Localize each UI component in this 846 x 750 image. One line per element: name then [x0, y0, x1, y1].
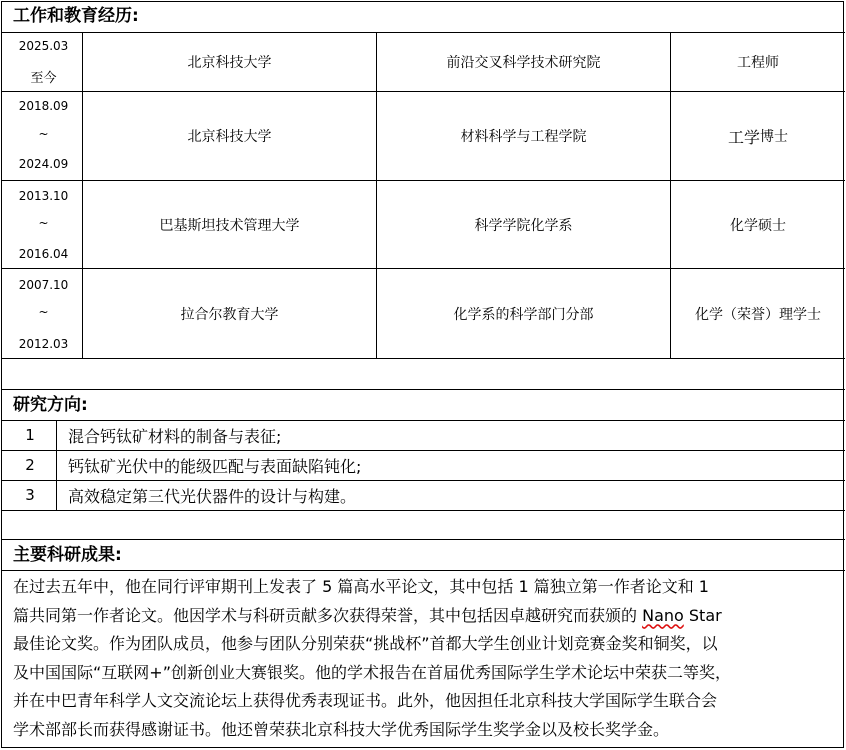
date-end: 至今	[30, 71, 57, 86]
department-cell: 化学系的科学部门分部	[453, 306, 594, 323]
divider	[2, 389, 845, 390]
nano-word: Nano	[642, 605, 684, 625]
department-cell: 科学学院化学系	[474, 217, 573, 234]
table-row-date	[3, 32, 84, 91]
column-divider	[56, 420, 57, 510]
divider	[2, 539, 845, 540]
star-word: Star	[683, 605, 722, 625]
role-cell	[671, 269, 845, 358]
row-divider	[2, 510, 845, 511]
date-separator: ~	[38, 305, 49, 319]
institution-cell: 巴基斯坦技术管理大学	[159, 217, 300, 234]
divider	[2, 570, 845, 571]
paragraph-line: 最佳论文奖。作为团队成员，他参与团队分别荣获“挑战杯”首都大学生创业计划竞赛金奖和铜奖，以	[13, 634, 718, 654]
date-end: 2012.03	[18, 337, 69, 351]
role-main: 工学	[727, 127, 760, 147]
row-divider	[2, 480, 845, 481]
date-start: 2018.09	[18, 99, 69, 113]
role-main: 化学（荣誉）理学士	[695, 306, 821, 323]
role-suffix: 博士	[760, 129, 788, 145]
paragraph-line: 在过去五年中，他在同行评审期刊上发表了 5 篇高水平论文，其中包括 1 篇独立第一作者论文和 1	[13, 577, 709, 596]
date-start: 2025.03	[18, 39, 69, 53]
paragraph-line-text: 篇共同第一作者论文。他因学术与科研贡献多次获得荣誉，其中包括因卓越研究而获颁的	[13, 605, 643, 625]
work-education-heading: 工作和教育经历:	[13, 6, 139, 26]
paragraph-line: 学术部部长而获得感谢证书。他还曾荣获北京科技大学优秀国际学生奖学金以及校长奖学金。	[13, 719, 670, 739]
list-item: 混合钙钛矿材料的制备与表征;	[68, 427, 282, 446]
table-row-date	[3, 269, 84, 358]
row-divider	[2, 358, 845, 359]
date-separator: ~	[38, 127, 49, 141]
institution-cell: 北京科技大学	[187, 129, 272, 145]
list-item-number: 3	[25, 486, 35, 504]
paragraph-line: 并在中巴青年科学人文交流论坛上获得优秀表现证书。此外，他因担任北京科技大学国际学生联合会	[13, 691, 718, 711]
department-cell: 材料科学与工程学院	[460, 129, 587, 145]
date-start: 2007.10	[18, 278, 69, 292]
institution-cell: 北京科技大学	[187, 54, 272, 71]
role-main: 化学硕士	[730, 217, 786, 234]
date-start: 2013.10	[18, 189, 69, 203]
list-item-number: 1	[25, 426, 35, 444]
role-cell	[671, 92, 845, 180]
role-cell	[671, 181, 845, 268]
divider	[2, 420, 845, 421]
research-heading: 研究方向:	[13, 395, 88, 415]
role-cell	[671, 32, 845, 91]
list-item: 高效稳定第三代光伏器件的设计与构建。	[68, 487, 357, 506]
row-divider	[2, 450, 845, 451]
role-main: 工程师	[737, 54, 779, 71]
resume-section-frame	[1, 1, 844, 748]
table-row-date	[3, 92, 84, 180]
date-end: 2024.09	[18, 157, 69, 171]
paragraph-line	[13, 602, 837, 631]
list-item: 钙钛矿光伏中的能级匹配与表面缺陷钝化;	[68, 457, 362, 476]
date-separator: ~	[38, 216, 49, 230]
department-cell: 前沿交叉科学技术研究院	[446, 54, 601, 71]
institution-cell: 拉合尔教育大学	[180, 306, 279, 323]
achievements-heading: 主要科研成果:	[13, 545, 122, 565]
paragraph-line: 及中国国际“互联网+”创新创业大赛银奖。他的学术报告在首届优秀国际学生学术论坛中荣获二等奖，	[13, 662, 731, 682]
table-row-date	[3, 181, 84, 268]
date-end: 2016.04	[18, 247, 69, 261]
list-item-number: 2	[25, 456, 35, 474]
achievements-paragraph	[13, 573, 837, 745]
